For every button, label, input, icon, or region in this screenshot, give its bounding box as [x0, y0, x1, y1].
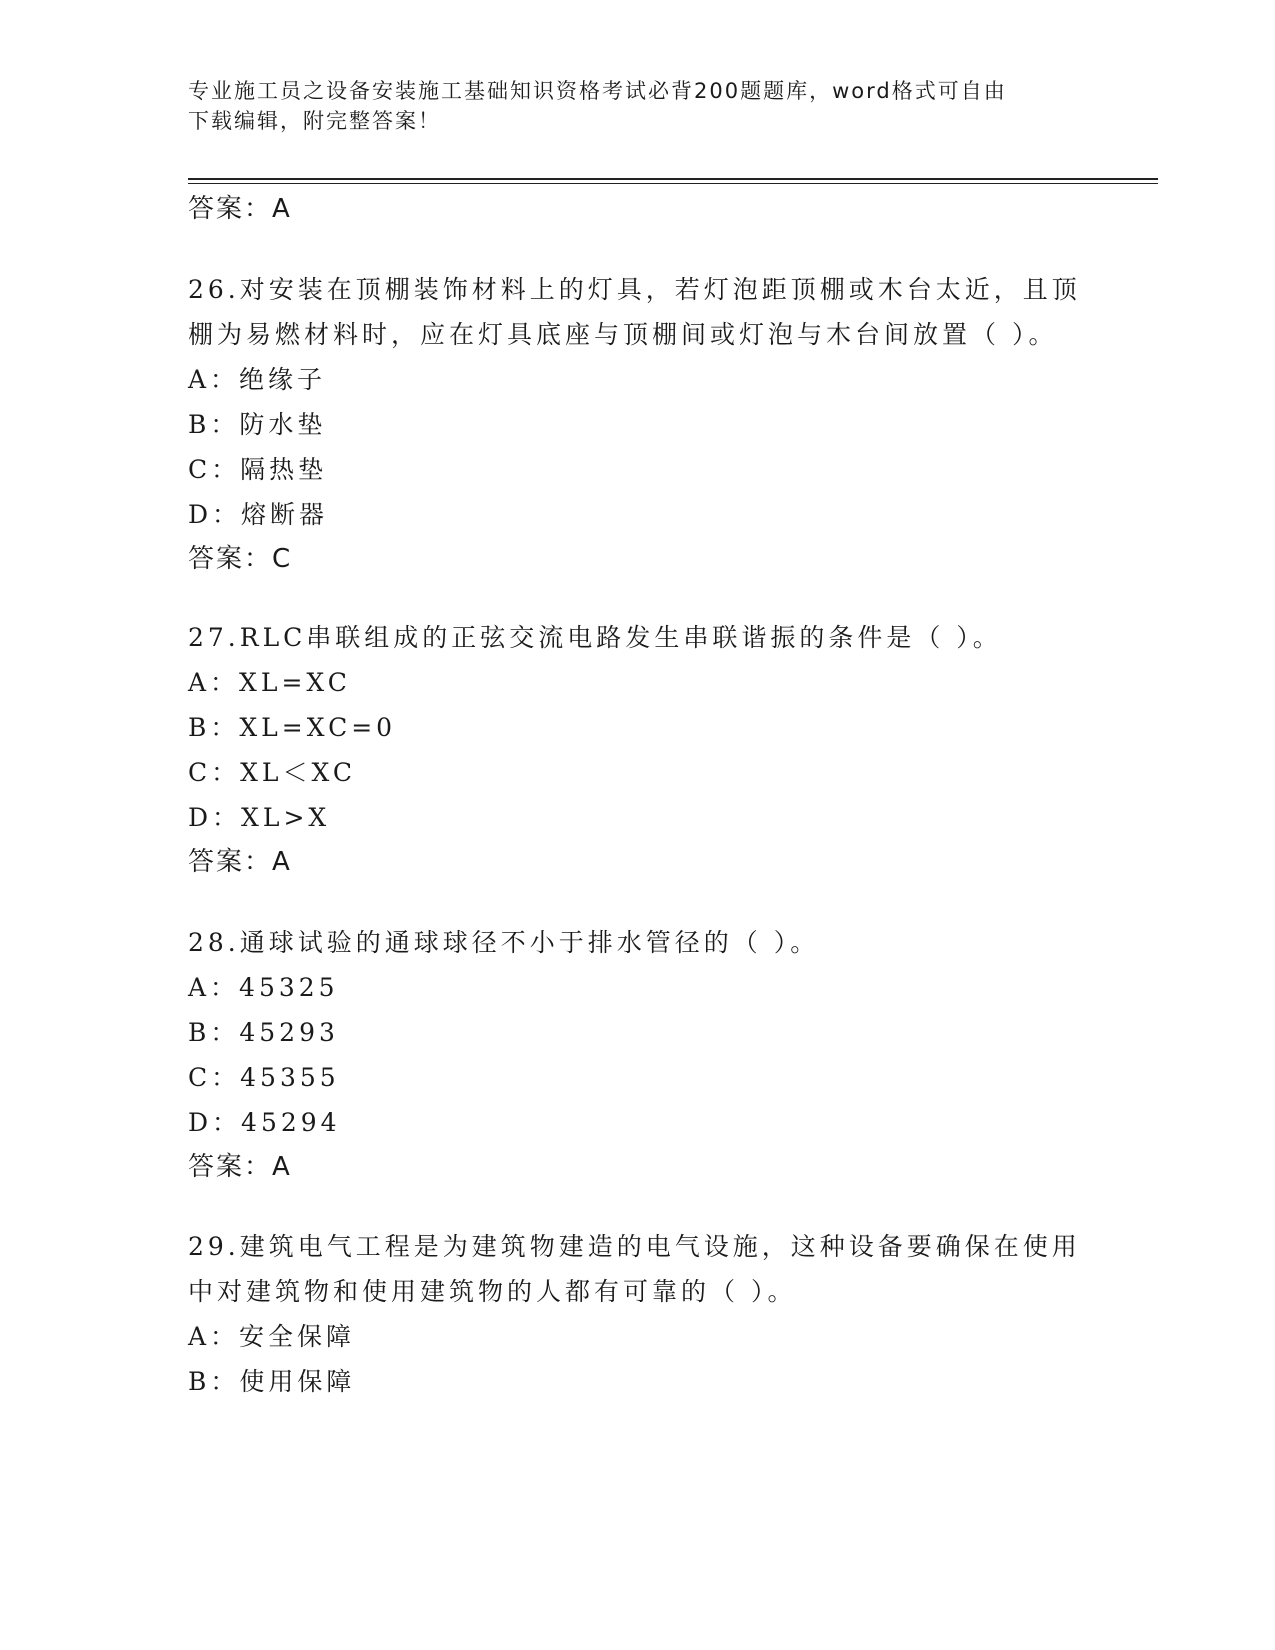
- question-29: [188, 1224, 1088, 1404]
- option-b: B：XL=XC=0: [188, 713, 397, 742]
- question-27: [188, 615, 1088, 840]
- option-a: A：安全保障: [188, 1322, 356, 1351]
- option-d: D：45294: [188, 1108, 341, 1137]
- question-28: [188, 920, 1088, 1145]
- option-b: B：防水垫: [188, 410, 327, 439]
- option-a: A：绝缘子: [188, 365, 327, 394]
- header-rule-thin: [188, 183, 1158, 184]
- question-text-line: 29.建筑电气工程是为建筑物建造的电气设施，这种设备要确保在使用: [188, 1232, 1081, 1261]
- question-text-line: 棚为易燃材料时，应在灯具底座与顶棚间或灯泡与木台间放置（ ）。: [188, 320, 1058, 349]
- option-b: B：使用保障: [188, 1367, 356, 1396]
- header-line-2: 下载编辑，附完整答案！: [188, 109, 441, 133]
- option-c: C：45355: [188, 1063, 340, 1092]
- option-c: C：XL＜XC: [188, 758, 357, 787]
- question-26: [188, 267, 1088, 537]
- option-a: A：45325: [188, 973, 339, 1002]
- header-line-1: 专业施工员之设备安装施工基础知识资格考试必背200题题库，word格式可自由: [188, 79, 1007, 103]
- question-text-line: 中对建筑物和使用建筑物的人都有可靠的（ ）。: [188, 1277, 797, 1306]
- answer-26: 答案：C: [188, 544, 293, 574]
- option-d: D：熔断器: [188, 500, 329, 529]
- header-rule-thick: [188, 178, 1158, 180]
- previous-answer: 答案：A: [188, 194, 292, 224]
- option-c: C：隔热垫: [188, 455, 328, 484]
- question-text-line: 28.通球试验的通球球径不小于排水管径的（ ）。: [188, 928, 820, 957]
- document-header: [188, 76, 1068, 136]
- question-text-line: 27.RLC串联组成的正弦交流电路发生串联谐振的条件是（ ）。: [188, 623, 1002, 652]
- question-text-line: 26.对安装在顶棚装饰材料上的灯具，若灯泡距顶棚或木台太近，且顶: [188, 275, 1081, 304]
- option-a: A：XL=XC: [188, 668, 351, 697]
- answer-28: 答案：A: [188, 1152, 292, 1182]
- option-d: D：XL>X: [188, 803, 331, 832]
- option-b: B：45293: [188, 1018, 339, 1047]
- answer-27: 答案：A: [188, 847, 292, 877]
